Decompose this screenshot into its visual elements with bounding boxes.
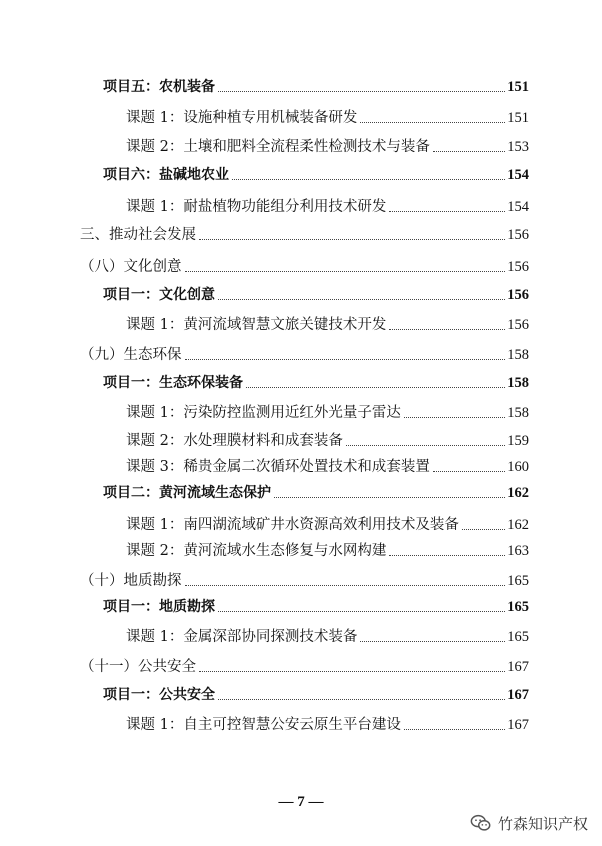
toc-label: 课题 1：污染防控监测用近红外光量子雷达 bbox=[126, 405, 401, 421]
toc-page: 158 bbox=[507, 375, 529, 391]
toc-leader bbox=[346, 445, 505, 446]
toc-entry[interactable] bbox=[103, 370, 529, 392]
toc-page: 154 bbox=[507, 167, 529, 183]
toc-leader bbox=[218, 611, 505, 612]
toc-leader bbox=[199, 671, 505, 672]
toc-page: 156 bbox=[507, 259, 529, 275]
toc-entry[interactable] bbox=[126, 134, 529, 156]
toc-leader bbox=[246, 387, 505, 388]
toc-entry[interactable] bbox=[103, 282, 529, 304]
toc-page: 154 bbox=[507, 199, 529, 215]
toc-entry[interactable] bbox=[103, 162, 529, 184]
brand-name: 竹森知识产权 bbox=[497, 814, 588, 833]
toc-label: （八）文化创意 bbox=[80, 259, 182, 275]
toc-label: 项目一：公共安全 bbox=[103, 687, 215, 703]
toc-leader bbox=[185, 271, 506, 272]
toc-label: 课题 1：耐盐植物功能组分利用技术研发 bbox=[126, 199, 387, 215]
toc-label: 项目二：黄河流域生态保护 bbox=[103, 485, 271, 501]
toc-page: 167 bbox=[507, 687, 529, 703]
wechat-icon bbox=[470, 812, 492, 834]
toc-label: 课题 2：土壤和肥料全流程柔性检测技术与装备 bbox=[126, 139, 430, 155]
brand-watermark bbox=[470, 812, 588, 834]
toc-entry[interactable] bbox=[126, 312, 529, 334]
toc-leader bbox=[232, 179, 505, 180]
toc-leader bbox=[199, 239, 505, 240]
toc-page: 153 bbox=[507, 139, 529, 155]
toc-label: 课题 1：南四湖流域矿井水资源高效利用技术及装备 bbox=[126, 517, 459, 533]
toc-entry[interactable] bbox=[103, 594, 529, 616]
toc-page: 167 bbox=[507, 717, 529, 733]
toc-label: 课题 1：黄河流域智慧文旅关键技术开发 bbox=[126, 317, 387, 333]
toc-entry[interactable] bbox=[126, 712, 529, 734]
toc-label: 课题 1：金属深部协同探测技术装备 bbox=[126, 629, 358, 645]
toc-label: （九）生态环保 bbox=[80, 347, 182, 363]
toc-page: 158 bbox=[507, 347, 529, 363]
toc-label: 三、推动社会发展 bbox=[80, 227, 196, 243]
toc-page: 165 bbox=[507, 629, 529, 645]
toc-entry[interactable] bbox=[126, 428, 529, 450]
toc-page: 151 bbox=[507, 79, 529, 95]
toc-entry[interactable] bbox=[126, 105, 529, 127]
toc-entry[interactable] bbox=[126, 512, 529, 534]
toc-leader bbox=[274, 497, 505, 498]
toc-page: 162 bbox=[507, 485, 529, 501]
toc-entry[interactable] bbox=[126, 538, 529, 560]
toc-page: 151 bbox=[507, 110, 529, 126]
toc-label: 课题 2：水处理膜材料和成套装备 bbox=[126, 433, 343, 449]
toc-page: 156 bbox=[507, 287, 529, 303]
toc-entry[interactable] bbox=[103, 480, 529, 502]
toc-leader bbox=[185, 359, 506, 360]
toc-label: 课题 1：设施种植专用机械装备研发 bbox=[126, 110, 358, 126]
toc-page: 165 bbox=[507, 599, 529, 615]
toc-entry[interactable] bbox=[80, 568, 529, 590]
toc-leader bbox=[389, 211, 505, 212]
toc-page: 159 bbox=[507, 433, 529, 449]
toc-entry[interactable] bbox=[80, 222, 529, 244]
toc-entry[interactable] bbox=[126, 624, 529, 646]
toc-leader bbox=[389, 329, 505, 330]
toc-leader bbox=[462, 529, 505, 530]
toc-leader bbox=[360, 122, 505, 123]
toc-label: 项目一：地质勘探 bbox=[103, 599, 215, 615]
toc-page: 162 bbox=[507, 517, 529, 533]
toc-entry[interactable] bbox=[103, 74, 529, 96]
toc-label: 课题 1：自主可控智慧公安云原生平台建设 bbox=[126, 717, 401, 733]
toc-leader bbox=[218, 699, 505, 700]
toc-leader bbox=[218, 91, 505, 92]
toc-label: （十一）公共安全 bbox=[80, 659, 196, 675]
toc-leader bbox=[433, 471, 505, 472]
toc-label: 项目五：农机装备 bbox=[103, 79, 215, 95]
toc-leader bbox=[360, 641, 505, 642]
toc-leader bbox=[404, 417, 505, 418]
toc-page: 160 bbox=[507, 459, 529, 475]
toc-label: 课题 2：黄河流域水生态修复与水网构建 bbox=[126, 543, 387, 559]
toc-page: 158 bbox=[507, 405, 529, 421]
toc-leader bbox=[185, 585, 506, 586]
toc-page: 167 bbox=[507, 659, 529, 675]
toc-page: 165 bbox=[507, 573, 529, 589]
toc-page: 156 bbox=[507, 227, 529, 243]
toc-entry[interactable] bbox=[80, 342, 529, 364]
toc-label: 项目六：盐碱地农业 bbox=[103, 167, 229, 183]
toc-page: 163 bbox=[507, 543, 529, 559]
toc-leader bbox=[404, 729, 505, 730]
toc-page: 156 bbox=[507, 317, 529, 333]
toc-leader bbox=[433, 151, 505, 152]
toc-entry[interactable] bbox=[126, 194, 529, 216]
toc-label: 课题 3：稀贵金属二次循环处置技术和成套装置 bbox=[126, 459, 430, 475]
toc-entry[interactable] bbox=[80, 254, 529, 276]
toc-leader bbox=[218, 299, 505, 300]
toc-leader bbox=[389, 555, 505, 556]
toc-label: 项目一：文化创意 bbox=[103, 287, 215, 303]
toc-label: 项目一：生态环保装备 bbox=[103, 375, 243, 391]
page-number: — 7 — bbox=[278, 794, 324, 810]
toc-entry[interactable] bbox=[126, 400, 529, 422]
toc-entry[interactable] bbox=[103, 682, 529, 704]
toc-entry[interactable] bbox=[80, 654, 529, 676]
toc-label: （十）地质勘探 bbox=[80, 573, 182, 589]
toc-entry[interactable] bbox=[126, 454, 529, 476]
